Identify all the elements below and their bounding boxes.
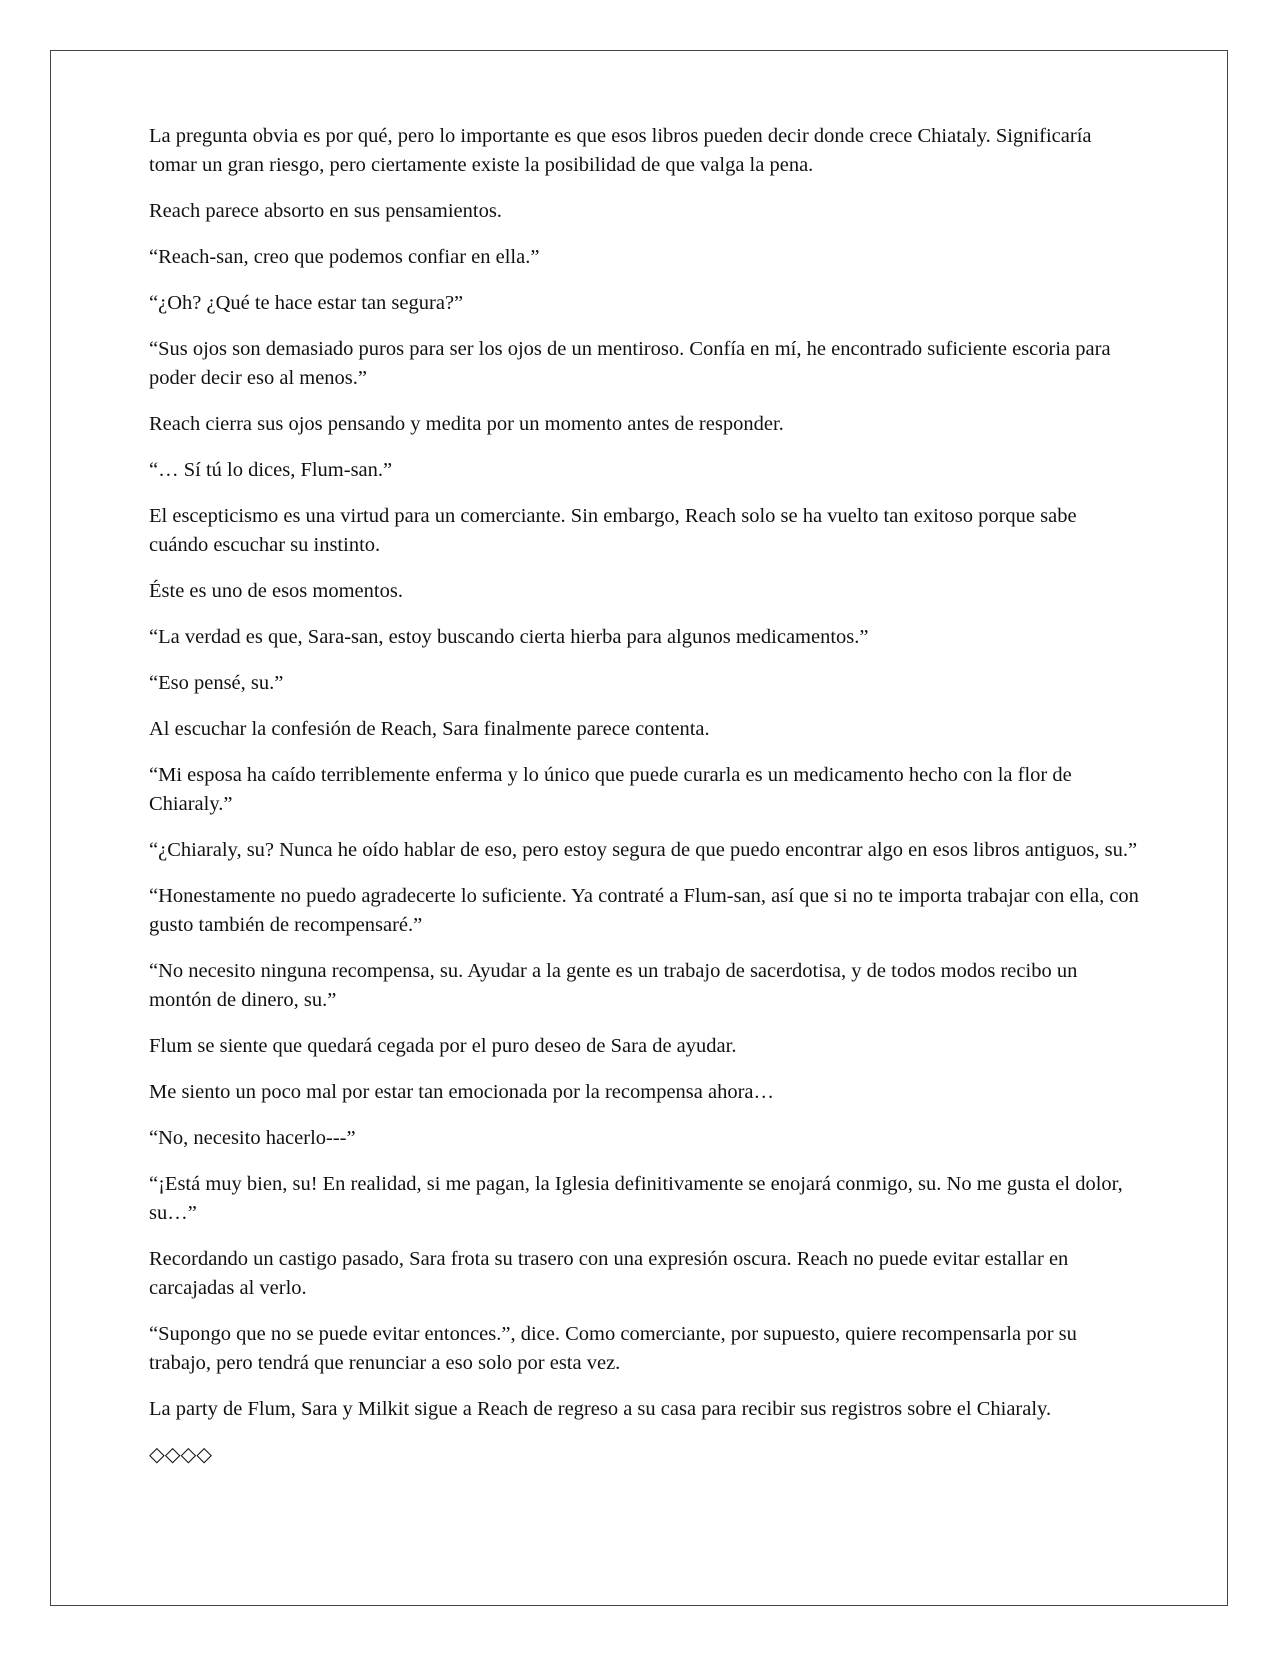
paragraph-3: “Reach-san, creo que podemos confiar en ella.” [149, 246, 540, 268]
scene-break: ◇◇◇◇ [149, 1444, 213, 1466]
paragraph-16: “No necesito ninguna recompensa, su. Ayudar a la gente es un trabajo de sacerdotisa, y de todos modos recibo un montón de dinero, su.” [149, 960, 1078, 1011]
paragraph-19: “No, necesito hacerlo---” [149, 1127, 356, 1149]
paragraph-8: El escepticismo es una virtud para un comerciante. Sin embargo, Reach solo se ha vuelto tan exitoso porque sabe cuándo escuchar su instinto. [149, 505, 1077, 556]
paragraph-18: Me siento un poco mal por estar tan emocionada por la recompensa ahora… [149, 1081, 775, 1103]
paragraph-15: “Honestamente no puedo agradecerte lo suficiente. Ya contraté a Flum-san, así que si no te importa trabajar con ella, con gusto también de recompensaré.” [149, 885, 1139, 936]
paragraph-17: Flum se siente que quedará cegada por el puro deseo de Sara de ayudar. [149, 1035, 737, 1057]
paragraph-10: “La verdad es que, Sara-san, estoy buscando cierta hierba para algunos medicamentos.” [149, 626, 869, 648]
paragraph-20: “¡Está muy bien, su! En realidad, si me pagan, la Iglesia definitivamente se enojará conmigo, su. No me gusta el dolor, su…” [149, 1173, 1123, 1224]
paragraph-9: Éste es uno de esos momentos. [149, 580, 403, 602]
paragraph-12: Al escuchar la confesión de Reach, Sara finalmente parece contenta. [149, 718, 710, 740]
paragraph-11: “Eso pensé, su.” [149, 672, 284, 694]
paragraph-7: “… Sí tú lo dices, Flum-san.” [149, 459, 393, 481]
paragraph-21: Recordando un castigo pasado, Sara frota su trasero con una expresión oscura. Reach no puede evitar estallar en carcajadas al verlo. [149, 1248, 1069, 1299]
paragraph-5: “Sus ojos son demasiado puros para ser los ojos de un mentiroso. Confía en mí, he encontrado suficiente escoria para poder decir eso al menos.” [149, 338, 1111, 389]
paragraph-13: “Mi esposa ha caído terriblemente enferma y lo único que puede curarla es un medicamento hecho con la flor de Chiaraly.” [149, 764, 1072, 815]
paragraph-23: La party de Flum, Sara y Milkit sigue a Reach de regreso a su casa para recibir sus registros sobre el Chiaraly. [149, 1398, 1052, 1420]
paragraph-4: “¿Oh? ¿Qué te hace estar tan segura?” [149, 292, 464, 314]
paragraph-14: “¿Chiaraly, su? Nunca he oído hablar de eso, pero estoy segura de que puedo encontrar algo en esos libros antiguos, su.” [149, 839, 1138, 861]
paragraph-22: “Supongo que no se puede evitar entonces.”, dice. Como comerciante, por supuesto, quiere recompensarla por su trabajo, pero tendrá que renunciar a eso solo por esta vez. [149, 1323, 1077, 1374]
paragraph-2: Reach parece absorto en sus pensamientos. [149, 200, 502, 222]
document-body [149, 122, 1139, 1487]
paragraph-6: Reach cierra sus ojos pensando y medita por un momento antes de responder. [149, 413, 784, 435]
paragraph-1: La pregunta obvia es por qué, pero lo importante es que esos libros pueden decir donde crece Chiataly. Significaría tomar un gran riesgo, pero ciertamente existe la posibilidad de que valga la pena. [149, 125, 1092, 176]
